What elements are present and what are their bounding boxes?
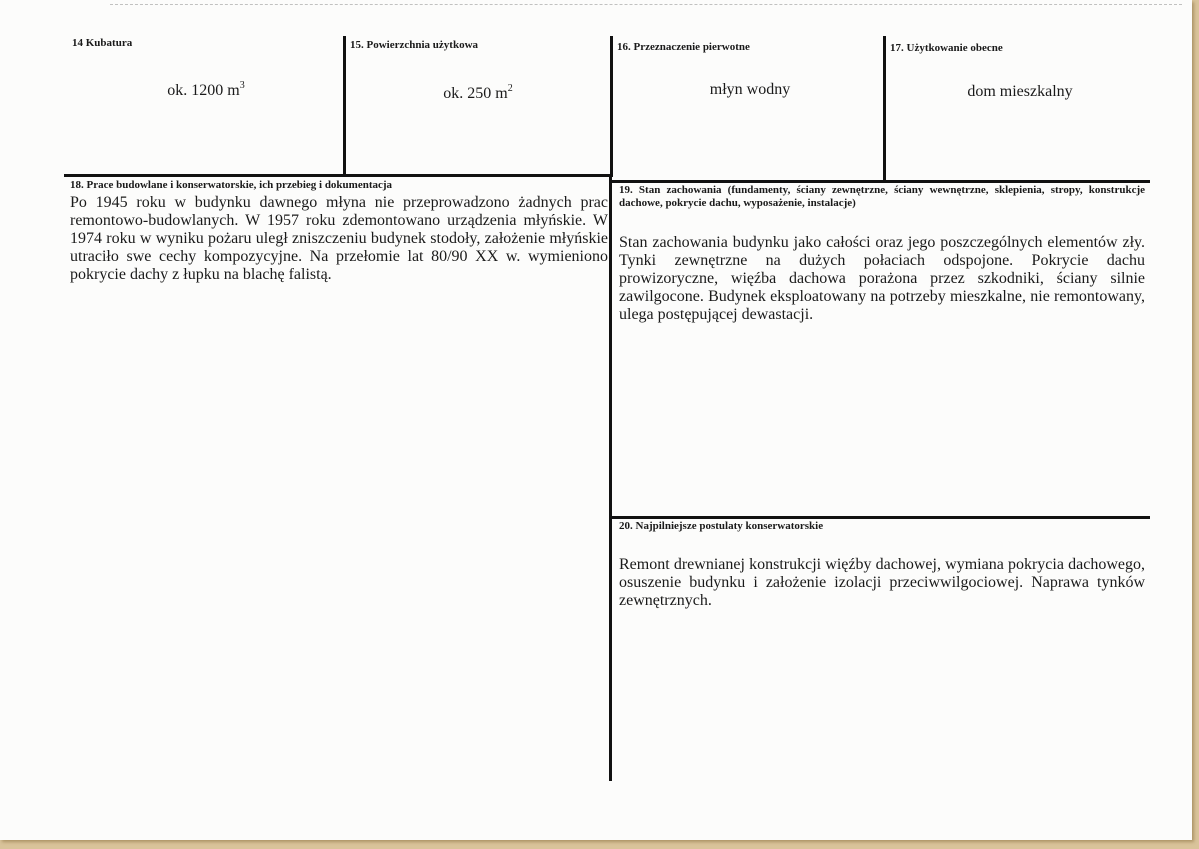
- kubatura-unit-exponent: 3: [239, 80, 245, 91]
- powierzchnia-value-text: ok. 250 m: [443, 85, 508, 102]
- przeznaczenie-label: 16. Przeznaczenie pierwotne: [617, 41, 750, 53]
- divider-v-16-17: [883, 36, 886, 180]
- postulaty-text: Remont drewnianej konstrukcji więźby dachowej, wymiana pokrycia dachowego, osuszenie budynku i założenie izolacji przeciwwilgociowej. Naprawa tynków zewnętrznych.: [619, 556, 1145, 609]
- kubatura-label: 14 Kubatura: [72, 37, 133, 49]
- divider-v-15-16: [610, 36, 613, 177]
- stan-text: Stan zachowania budynku jako całości oraz jego poszczególnych elementów zły. Tynki zewnętrzne na dużych połaciach odspojone. Pokrycie dachu prowizoryczne, więźba dachowa porażona przez szkodniki, ściany silnie zawilgocone. Budynek eksploatowany na potrzeby mieszkalne, nie remontowany, ulega postępującej dewastacji.: [619, 234, 1145, 323]
- divider-h-19: [612, 180, 1150, 183]
- divider-v-14-15: [343, 36, 346, 177]
- kubatura-value-text: ok. 1200 m: [167, 82, 240, 99]
- uzytkowanie-value: dom mieszkalny: [967, 83, 1073, 100]
- powierzchnia-label: 15. Powierzchnia użytkowa: [350, 39, 479, 51]
- stan-label: 19. Stan zachowania (fundamenty, ściany zewnętrzne, ściany wewnętrzne, sklepienia, stropy, konstrukcje dachowe, pokrycie dachu, wyposażenie, instalacje): [619, 184, 1145, 209]
- kubatura-value: [72, 81, 340, 101]
- uzytkowanie-label: 17. Użytkowanie obecne: [890, 42, 1003, 54]
- divider-h-20: [612, 516, 1150, 519]
- divider-h-top: [64, 174, 612, 177]
- powierzchnia-value: [346, 84, 610, 104]
- prace-text: Po 1945 roku w budynku dawnego młyna nie przeprowadzono żadnych prac remontowo-budowlanych. W 1957 roku zdemontowano urządzenia młyńskie. W 1974 roku w wyniku pożaru uległ zniszczeniu budynek stodoły, założenie młyńskie utraciło swe cechy kompozycyjne. Na przełomie lat 80/90 XX w. wymieniono pokrycie dachy z łupku na blachę falistą.: [70, 194, 608, 283]
- postulaty-label: 20. Najpilniejsze postulaty konserwatorskie: [619, 520, 824, 532]
- powierzchnia-unit-exponent: 2: [507, 83, 513, 94]
- przeznaczenie-value: młyn wodny: [709, 81, 791, 98]
- top-dashed-rule: [110, 4, 1182, 5]
- divider-v-main: [609, 177, 612, 781]
- prace-label: 18. Prace budowlane i konserwatorskie, ich przebieg i dokumentacja: [70, 179, 393, 191]
